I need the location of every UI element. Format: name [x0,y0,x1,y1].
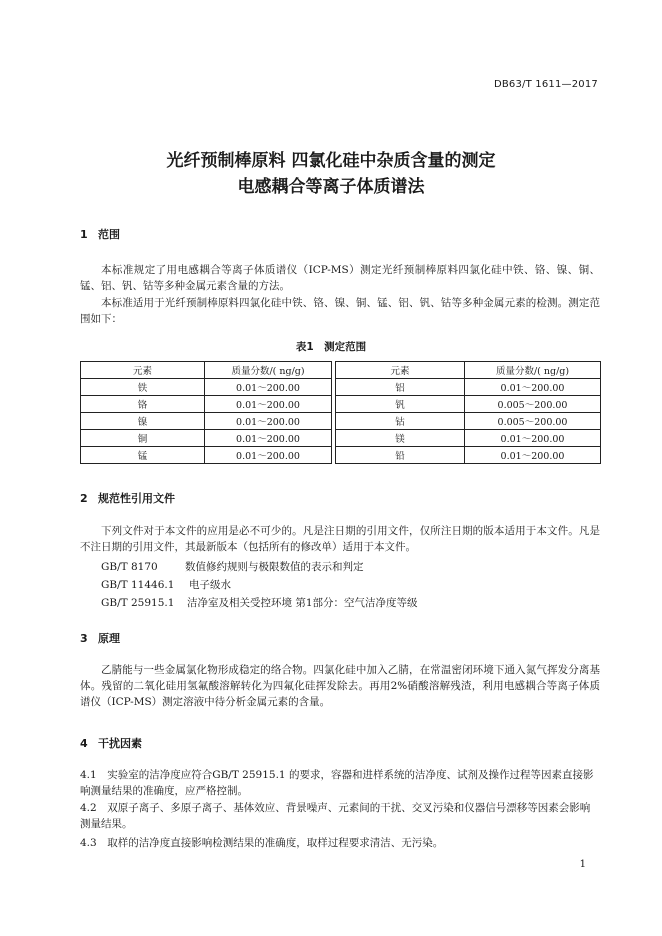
table-cell: 0.01～200.00 [205,379,332,396]
table-cell: 0.01～200.00 [205,447,332,464]
table-header-cell: 元素 [81,362,205,379]
table-cell: 镁 [336,430,465,447]
section-2-paragraph: 下列文件对于本文件的应用是必不可少的。凡是注日期的引用文件，仅所注日期的版本适用于本文件。凡是不注日期的引用文件，其最新版本（包括所有的修改单）适用于本文件。 [80,525,600,553]
reference-item [101,559,364,575]
clause-text: 双原子离子、多原子离子、基体效应、背景噪声、元素间的干扰、交叉污染和仪器信号漂移等因素会影响测量结果。 [80,802,591,830]
table-cell: 0.005～200.00 [465,413,601,430]
section-number: 2 [80,492,88,505]
reference-code: GB/T 11446.1 [101,579,175,591]
table-cell: 铝 [336,379,465,396]
table-title: 表1 测定范围 [295,341,367,353]
table-cell: 0.01～200.00 [465,379,601,396]
reference-item [101,595,418,611]
section-title: 原理 [98,632,120,645]
reference-title: 洁净室及相关受控环境 第1部分：空气洁净度等级 [187,597,418,609]
clause-item [80,800,600,832]
table-cell: 0.01～200.00 [205,430,332,447]
section-title: 干扰因素 [98,737,142,750]
section-title: 范围 [98,228,120,241]
table-cell: 钒 [336,396,465,413]
table-cell: 0.01～200.00 [205,413,332,430]
clause-number: 4.3 [80,837,97,849]
section-1-paragraph-1: 本标准规定了用电感耦合等离子体质谱仪（ICP-MS）测定光纤预制棒原料四氯化硅中铁、铬、镍、铜、锰、铝、钒、钴等多种金属元素含量的方法。 [80,264,600,292]
table-row [81,447,601,464]
table-row [81,396,601,413]
standard-code: DB63/T 1611—2017 [493,79,598,90]
table-header-cell: 质量分数/( ng/g) [205,362,332,379]
section-number: 3 [80,632,88,645]
table-cell: 0.01～200.00 [465,447,601,464]
reference-code: GB/T 8170 [101,561,158,573]
table-header-row [81,362,601,379]
section-2-heading [80,490,175,506]
clause-text: 实验室的洁净度应符合GB/T 25915.1 的要求，容器和进样系统的洁净度、试剂及操作过程等因素直接影响测量结果的准确度，应严格控制。 [80,769,594,797]
reference-title: 电子级水 [189,579,231,591]
table-cell: 0.005～200.00 [465,396,601,413]
clause-item [80,767,600,799]
section-title: 规范性引用文件 [98,492,175,505]
table-row [81,379,601,396]
document-title-line1: 光纤预制棒原料 四氯化硅中杂质含量的测定 [166,151,496,171]
clause-number: 4.1 [80,769,97,781]
table-cell: 铁 [81,379,205,396]
reference-title: 数值修约规则与极限数值的表示和判定 [185,561,364,573]
table-row [81,413,601,430]
reference-item [101,577,231,593]
table-cell: 0.01～200.00 [465,430,601,447]
clause-text: 取样的洁净度直接影响检测结果的准确度，取样过程要求清洁、无污染。 [107,837,444,849]
section-number: 4 [80,737,88,750]
document-title-line2: 电感耦合等离子体质谱法 [237,177,425,197]
section-4-heading [80,735,142,751]
section-3-heading [80,630,120,646]
table-cell: 0.01～200.00 [205,396,332,413]
clause-number: 4.2 [80,802,97,814]
clause-item [80,835,600,851]
table-cell: 铬 [81,396,205,413]
measurement-range-table [80,361,601,464]
table-cell: 锰 [81,447,205,464]
reference-code: GB/T 25915.1 [101,597,175,609]
table-row [81,430,601,447]
page-number: 1 [579,859,586,870]
section-1-paragraph-2: 本标准适用于光纤预制棒原料四氯化硅中铁、铬、镍、铜、锰、铝、钒、钴等多种金属元素的检测。测定范围如下： [80,297,600,325]
section-1-heading [80,226,120,242]
table-cell: 铜 [81,430,205,447]
table-cell: 镍 [81,413,205,430]
table-cell: 钴 [336,413,465,430]
table-header-cell: 质量分数/( ng/g) [465,362,601,379]
table-cell: 铅 [336,447,465,464]
section-number: 1 [80,228,88,241]
section-3-paragraph: 乙腈能与一些金属氯化物形成稳定的络合物。四氯化硅中加入乙腈，在常温密闭环境下通入氮气挥发分离基体。残留的二氧化硅用氢氟酸溶解转化为四氟化硅挥发除去。再用2%硝酸溶解残渣，利用电感耦合等离子体质谱仪（ICP-MS）测定溶液中待分析金属元素的含量。 [80,664,600,708]
table-header-cell: 元素 [336,362,465,379]
